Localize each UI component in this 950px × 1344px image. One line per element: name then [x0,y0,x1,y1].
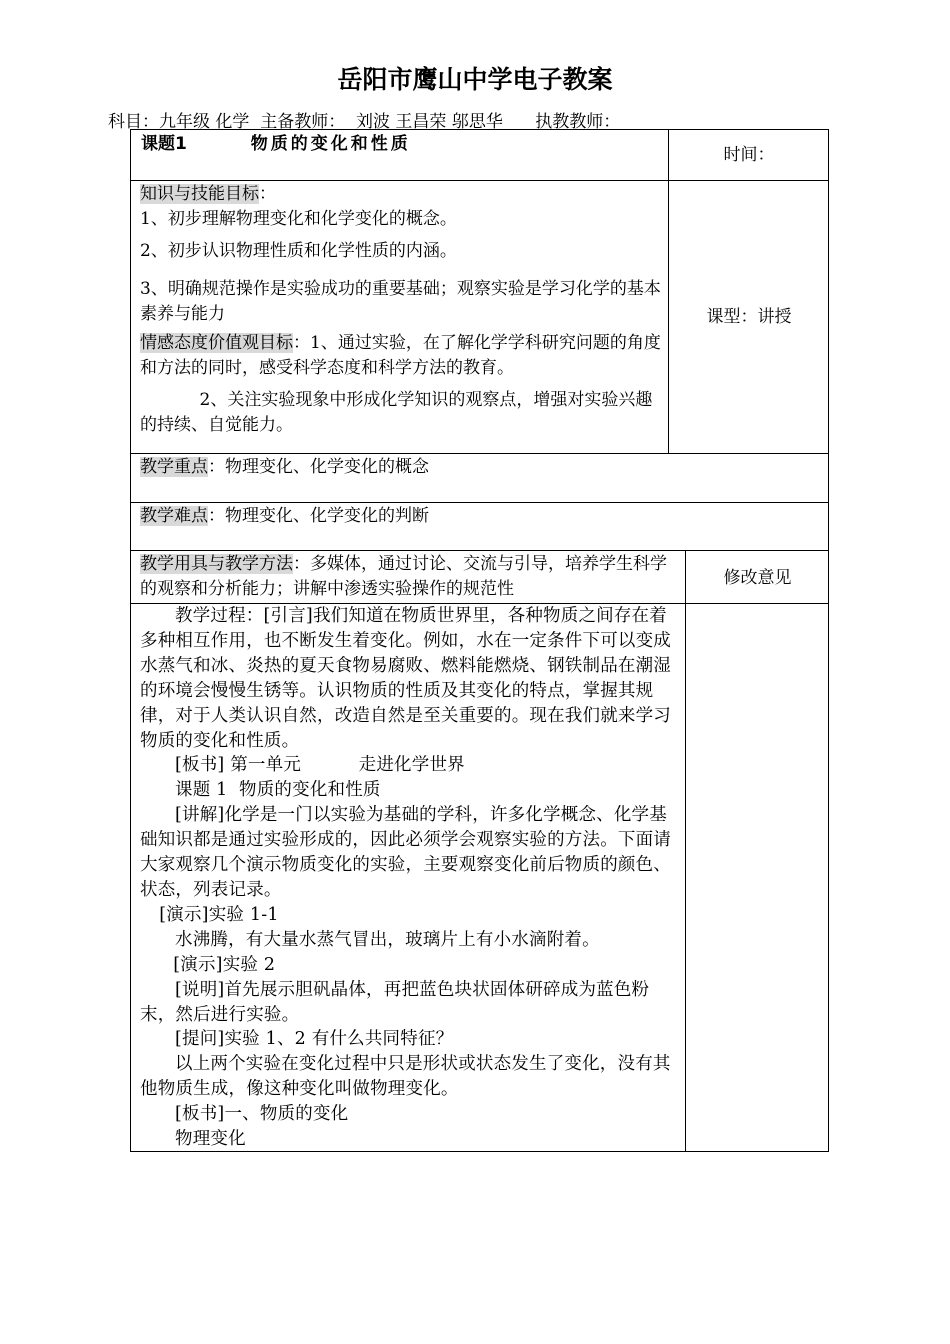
lesson-topic [141,132,411,157]
difficulty-label: 教学难点 [140,506,208,526]
process-paragraph: [板书] 第一单元 走进化学世界 [175,755,465,776]
subject-teacher-line: 科目：九年级 化学 主备教师： 刘波 王昌荣 邬思华 执教教师： [108,112,621,132]
emotion-item: 2、关注实验现象中形成化学知识的观察点，增强对实验兴趣的持续、自觉能力。 [140,390,653,435]
knowledge-item: 2、初步认识物理性质和化学性质的内涵。 [140,241,457,261]
teaching-focus [140,455,820,480]
teaching-methods [140,552,680,602]
process-paragraph: [板书]一、物质的变化 [175,1104,349,1125]
emotion-goal-label: 情感态度价值观目标 [140,333,293,353]
process-paragraph: 物理变化 [175,1129,246,1150]
goals-cell [140,182,662,438]
row-divider [130,453,829,454]
process-paragraph: 水沸腾，有大量水蒸气冒出，玻璃片上有小水滴附着。 [175,929,600,950]
lesson-type: 课型：讲授 [706,307,792,327]
row-divider [130,502,829,503]
process-paragraph: 教学过程：[引言]我们知道在物质世界里，各种物质之间存在着多种相互作用，也不断发生着变化。例如，水在一定条件下可以变成水蒸气和冰、炎热的夏天食物易腐败、燃料能燃烧、钢铁制品在潮湿的环境会慢慢生锈等。认识物质的性质及其变化的特点，掌握其规律，对于人类认识自然，改造自然是至关重要的。现在我们就来学习物质的变化和性质。 [140,606,671,751]
topic-name: 物质的变化和性质 [250,134,411,154]
page-title: 岳阳市鹰山中学电子教案 [337,65,613,94]
process-paragraph: [讲解]化学是一门以实验为基础的学科，许多化学概念、化学基础知识都是通过实验形成的，因此必须学会观察实验的方法。下面请大家观察几个演示物质变化的实验，主要观察变化前后物质的颜色、状态，列表记录。 [140,805,671,900]
process-paragraph: [演示]实验 2 [173,954,276,975]
methods-label: 教学用具与教学方法 [140,554,293,574]
process-paragraph: 以上两个实验在变化过程中只是形状或状态发生了变化，没有其他物质生成，像这种变化叫做物理变化。 [140,1054,671,1100]
revise-label: 修改意见 [723,568,792,588]
process-paragraph: [说明]首先展示胆矾晶体，再把蓝色块状固体研碎成为蓝色粉末，然后进行实验。 [140,979,650,1025]
column-divider [668,129,669,453]
row-divider [130,180,829,181]
knowledge-item: 1、初步理解物理变化和化学变化的概念。 [140,209,457,229]
focus-label: 教学重点 [140,457,208,477]
column-divider [685,550,686,1152]
teaching-process [140,604,680,1152]
emotion-goal-text: ：1、通过实验，在了解化学学科研究问题的角度和方法的同时，感受科学态度和科学方法的教育。 [140,333,661,378]
knowledge-item: 3、明确规范操作是实验成功的重要基础；观察实验是学习化学的基本素养与能力 [140,279,661,324]
knowledge-colon: ： [259,184,276,204]
methods-text: ：多媒体，通过讨论、交流与引导，培养学生科学的观察和分析能力；讲解中渗透实验操作的规范性 [140,554,667,599]
difficulty-text: ：物理变化、化学变化的判断 [208,506,429,526]
focus-text: ：物理变化、化学变化的概念 [208,457,429,477]
topic-number: 课题1 [141,134,187,154]
row-divider [130,550,829,551]
knowledge-goal-label: 知识与技能目标 [140,184,259,204]
teaching-difficulty [140,504,820,529]
process-paragraph: [提问]实验 1、2 有什么共同特征？ [175,1029,454,1050]
process-paragraph: [演示]实验 1-1 [159,904,279,925]
time-label: 时间： [723,145,775,165]
process-paragraph: 课题 1 物质的变化和性质 [175,780,381,801]
